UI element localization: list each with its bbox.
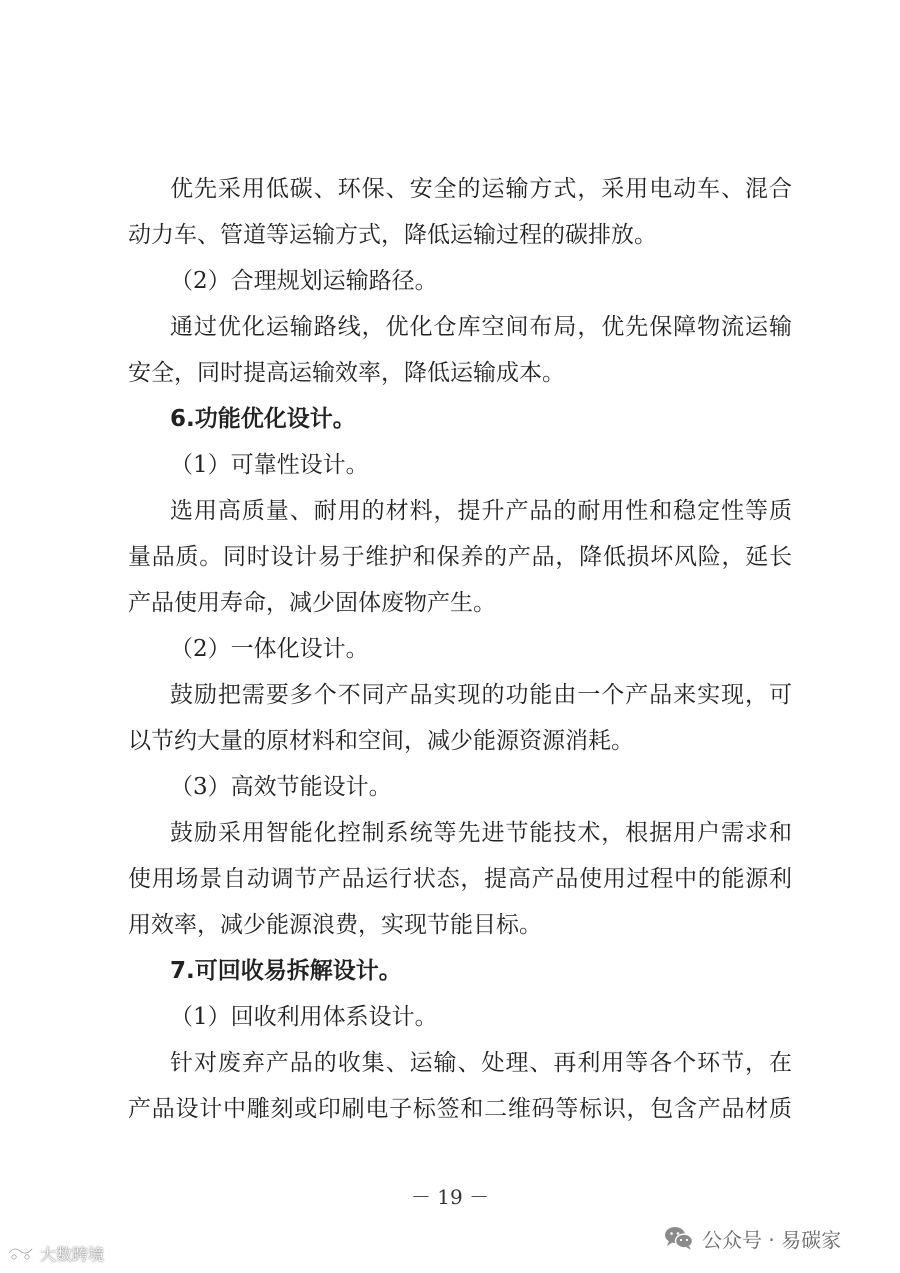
paragraph-line: 以节约大量的原材料和空间，减少能源资源消耗。	[128, 728, 634, 754]
paragraph-line: 用效率，减少能源浪费，实现节能目标。	[128, 912, 542, 938]
watermark-right	[664, 1222, 841, 1254]
paragraph-line: 使用场景自动调节产品运行状态，提高产品使用过程中的能源利	[128, 866, 792, 892]
paragraph-line: 优先采用低碳、环保、安全的运输方式，采用电动车、混合	[170, 176, 792, 202]
section-heading: 6.功能优化设计。	[170, 406, 356, 432]
paragraph-line: 通过优化运输路线，优化仓库空间布局，优先保障物流运输	[170, 314, 792, 340]
subsection-heading: （3）高效节能设计。	[170, 774, 392, 800]
subsection-heading: （1）可靠性设计。	[170, 452, 369, 478]
watermark-left-text: 大数跨境	[40, 1244, 105, 1264]
subsection-heading: （1）回收利用体系设计。	[170, 1004, 438, 1030]
paragraph-line: 产品设计中雕刻或印刷电子标签和二维码等标识，包含产品材质	[128, 1096, 792, 1122]
document-body	[128, 166, 792, 1132]
watermark-left	[6, 1240, 104, 1266]
subsection-heading: （2）一体化设计。	[170, 636, 369, 662]
section-heading: 7.可回收易拆解设计。	[170, 958, 402, 984]
paragraph-line: 鼓励把需要多个不同产品实现的功能由一个产品来实现，可	[170, 682, 792, 708]
paragraph-line: 动力车、管道等运输方式，降低运输过程的碳排放。	[128, 222, 657, 248]
wechat-icon	[664, 1225, 694, 1251]
subsection-heading: （2）合理规划运输路径。	[170, 268, 438, 294]
paragraph-line: 鼓励采用智能化控制系统等先进节能技术，根据用户需求和	[170, 820, 792, 846]
paragraph-line: 选用高质量、耐用的材料，提升产品的耐用性和稳定性等质	[170, 498, 792, 524]
page-number: － 19 －	[410, 1185, 490, 1209]
paragraph-line: 产品使用寿命，减少固体废物产生。	[128, 590, 496, 616]
paragraph-line: 量品质。同时设计易于维护和保养的产品，降低损坏风险，延长	[128, 544, 792, 570]
paragraph-line: 针对废弃产品的收集、运输、处理、再利用等各个环节，在	[170, 1050, 792, 1076]
watermark-right-text: 公众号 · 易碳家	[702, 1227, 842, 1252]
paragraph-line: 安全，同时提高运输效率，降低运输成本。	[128, 360, 565, 386]
handshake-logo-icon	[6, 1243, 36, 1263]
